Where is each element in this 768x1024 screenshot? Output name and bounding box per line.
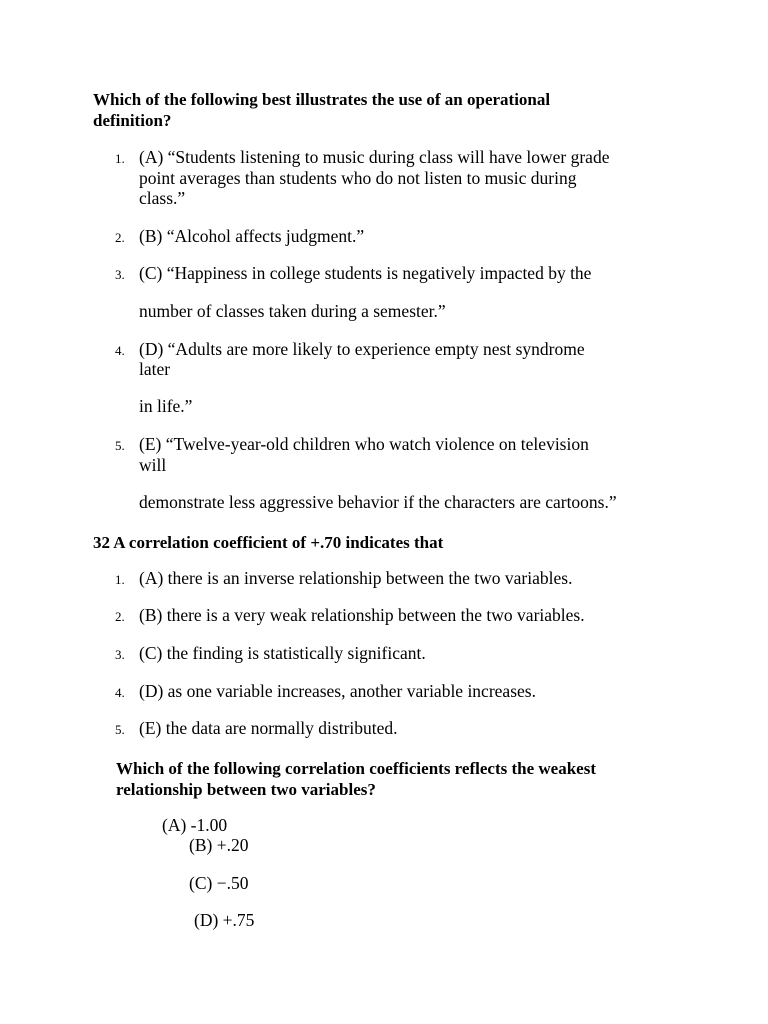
option-number: 3. [115, 647, 125, 662]
option-number: 4. [115, 343, 125, 358]
option-c: (C) the finding is statistically significant. [139, 643, 426, 663]
option-e-line-1: (E) “Twelve-year-old children who watch violence on television [139, 434, 589, 454]
option-number: 5. [115, 438, 125, 453]
question-3-stem-line-2: relationship between two variables? [116, 780, 376, 799]
option-number: 5. [115, 722, 125, 737]
option-b-line-1: (B) “Alcohol affects judgment.” [139, 226, 365, 246]
option-number: 3. [115, 267, 125, 282]
option-a-line-3: class.” [139, 188, 186, 208]
question-32-stem: 32 A correlation coefficient of +.70 indicates that [93, 533, 444, 552]
option-c: (C) −.50 [189, 873, 249, 893]
option-b: (B) there is a very weak relationship between the two variables. [139, 605, 585, 625]
option-d-line-2: later [139, 359, 171, 379]
question-3-stem-line-1: Which of the following correlation coefficients reflects the weakest [116, 759, 596, 778]
option-a-line-2: point averages than students who do not listen to music during [139, 168, 577, 188]
option-b: (B) +.20 [189, 835, 249, 855]
option-e: (E) the data are normally distributed. [139, 718, 398, 738]
option-d-line-3: in life.” [139, 396, 193, 416]
option-a-line-1: (A) “Students listening to music during class will have lower grade [139, 147, 610, 167]
option-number: 2. [115, 230, 125, 245]
option-e-line-2: will [139, 455, 167, 475]
option-a: (A) there is an inverse relationship between the two variables. [139, 568, 573, 588]
option-c-line-2: number of classes taken during a semester.” [139, 301, 446, 321]
option-number: 1. [115, 151, 125, 166]
option-number: 4. [115, 685, 125, 700]
option-d-line-1: (D) “Adults are more likely to experience empty nest syndrome [139, 339, 585, 359]
option-d: (D) +.75 [194, 910, 255, 930]
question-1-stem-line-1: Which of the following best illustrates the use of an operational [93, 90, 551, 109]
option-a: (A) -1.00 [162, 815, 228, 835]
option-c-line-1: (C) “Happiness in college students is negatively impacted by the [139, 263, 592, 283]
option-number: 2. [115, 609, 125, 624]
option-e-line-3: demonstrate less aggressive behavior if the characters are cartoons.” [139, 492, 617, 512]
question-1-stem-line-2: definition? [93, 111, 172, 130]
option-number: 1. [115, 572, 125, 587]
option-d: (D) as one variable increases, another variable increases. [139, 681, 536, 701]
